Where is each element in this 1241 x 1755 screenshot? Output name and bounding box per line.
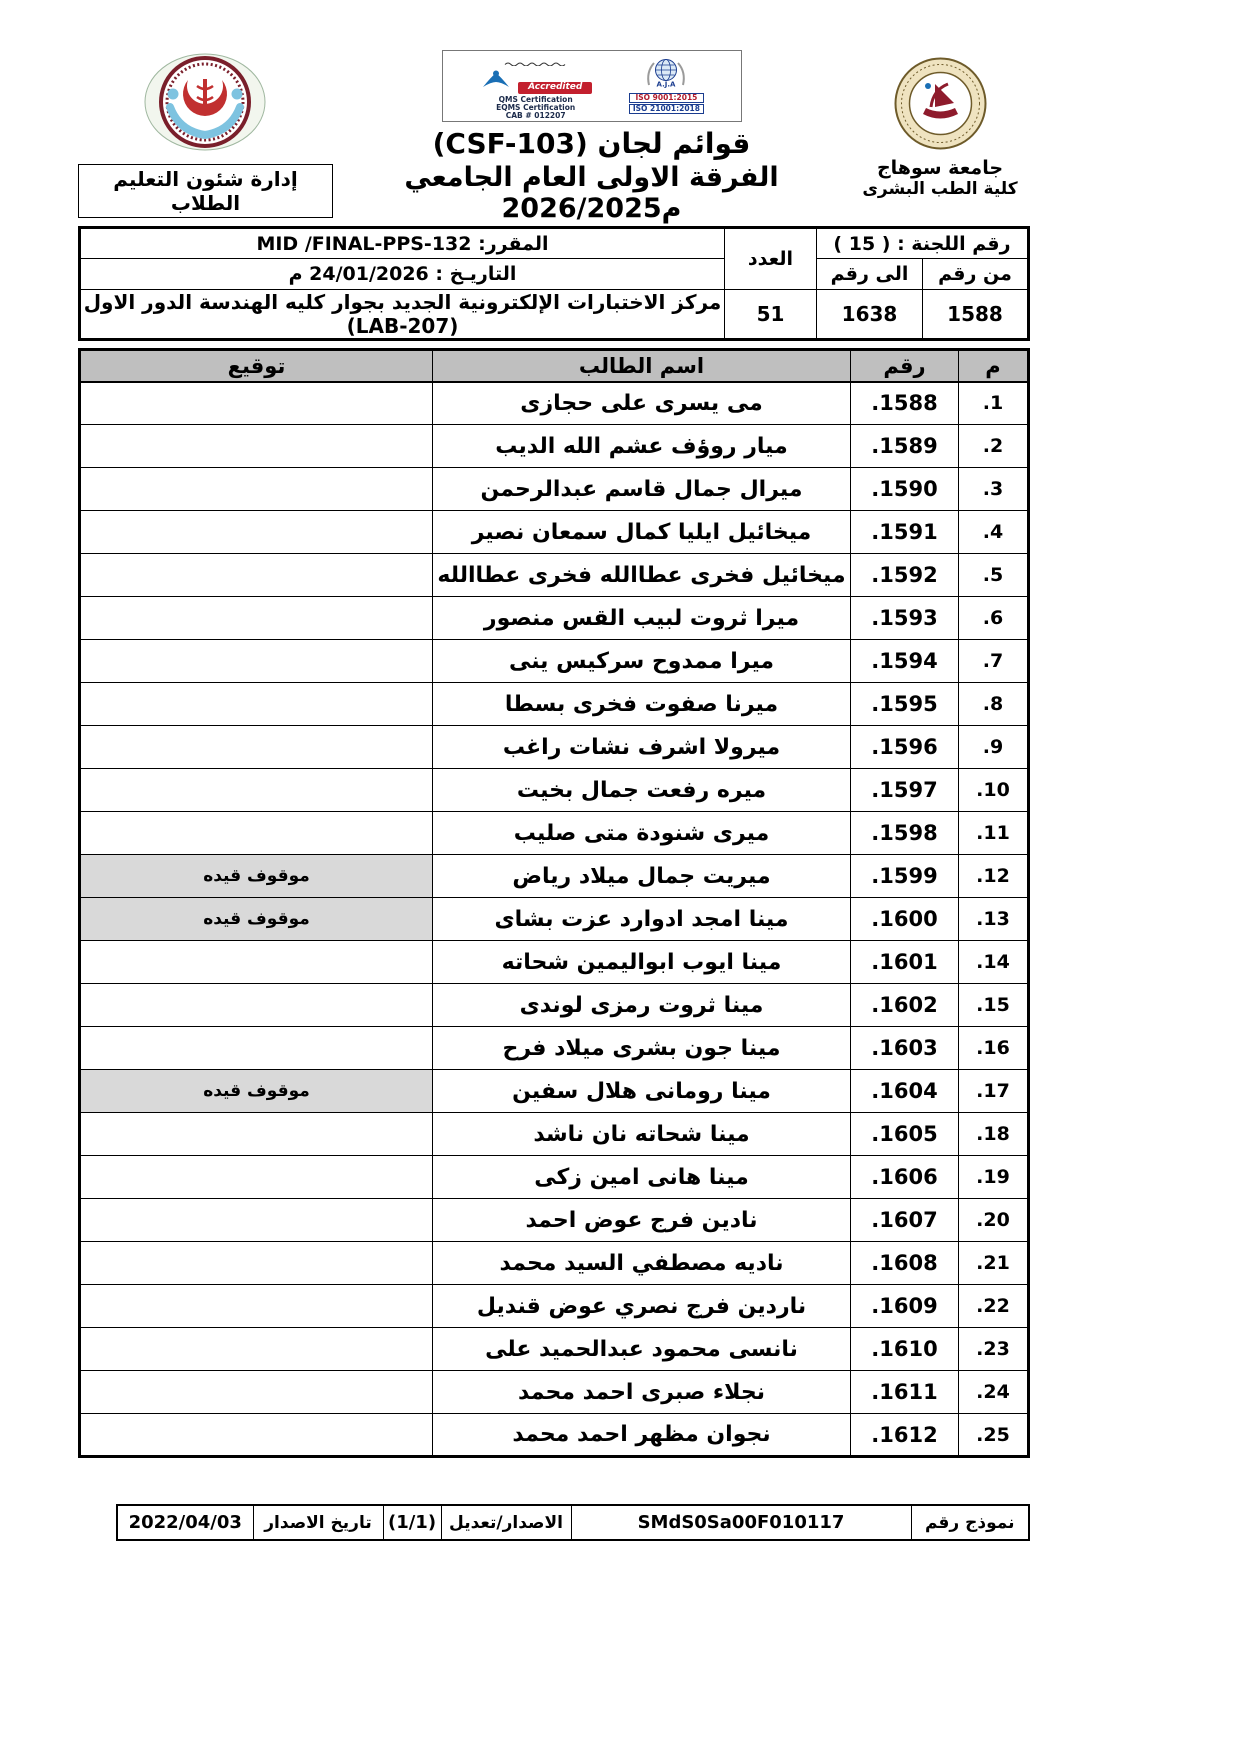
row-signature (80, 1371, 433, 1414)
row-signature (80, 1199, 433, 1242)
student-row (80, 1156, 1029, 1199)
student-row (80, 468, 1029, 511)
issue-date-value-cell: 2022/04/03 (117, 1505, 253, 1540)
student-row (80, 425, 1029, 468)
row-number: 1606. (851, 1156, 959, 1199)
row-index: 24. (959, 1371, 1029, 1414)
row-signature (80, 640, 433, 683)
student-affairs-administration-box: إدارة شئون التعليم الطلاب (78, 164, 333, 218)
row-number: 1596. (851, 726, 959, 769)
student-row (80, 812, 1029, 855)
university-block (850, 42, 1030, 199)
aja-logo (629, 58, 704, 114)
row-index: 10. (959, 769, 1029, 812)
to-number-label-cell: الى رقم (816, 259, 922, 290)
title-block (367, 42, 817, 224)
student-row (80, 1414, 1029, 1457)
ecac-logo (479, 53, 592, 120)
student-row (80, 1199, 1029, 1242)
row-number: 1590. (851, 468, 959, 511)
row-index: 7. (959, 640, 1029, 683)
row-index: 2. (959, 425, 1029, 468)
aja-iso-9001-badge: ISO 9001:2015 (629, 93, 704, 103)
row-number: 1602. (851, 984, 959, 1027)
column-header-number: رقم (851, 350, 959, 382)
row-signature (80, 1113, 433, 1156)
row-index: 8. (959, 683, 1029, 726)
student-row (80, 683, 1029, 726)
from-number-label-cell: من رقم (923, 259, 1029, 290)
document-title-code: (CSF-103) (432, 127, 588, 160)
faculty-of-medicine-logo-icon (143, 52, 268, 152)
student-row (80, 554, 1029, 597)
row-index: 13. (959, 898, 1029, 941)
row-name: مينا رومانى هلال سفين (433, 1070, 851, 1113)
row-index: 14. (959, 941, 1029, 984)
row-signature (80, 683, 433, 726)
row-index: 23. (959, 1328, 1029, 1371)
document-subtitle (367, 162, 817, 224)
row-index: 11. (959, 812, 1029, 855)
document-title (367, 127, 817, 160)
row-signature (80, 941, 433, 984)
row-signature (80, 382, 433, 425)
form-number-value-cell (571, 1505, 911, 1540)
row-signature (80, 1242, 433, 1285)
row-name: نادين فرج عوض احمد (433, 1199, 851, 1242)
row-number: 1593. (851, 597, 959, 640)
row-number: 1601. (851, 941, 959, 984)
row-signature: موقوف قيده (80, 1070, 433, 1113)
accreditation-box (442, 50, 742, 122)
row-signature (80, 554, 433, 597)
row-number: 1603. (851, 1027, 959, 1070)
row-signature (80, 468, 433, 511)
row-signature (80, 726, 433, 769)
row-signature (80, 597, 433, 640)
exam-center-lab-code: (LAB-207) (346, 314, 459, 338)
row-number: 1599. (851, 855, 959, 898)
ecac-cert-line: EQMS Certification (496, 102, 576, 112)
row-index: 1. (959, 382, 1029, 425)
row-number: 1612. (851, 1414, 959, 1457)
row-signature (80, 1027, 433, 1070)
column-header-name: اسم الطالب (433, 350, 851, 382)
document-subtitle-ar: الفرقة الاولى العام الجامعي (404, 162, 779, 193)
row-number: 1610. (851, 1328, 959, 1371)
students-table (78, 348, 1030, 1458)
row-name: نجلاء صبرى احمد محمد (433, 1371, 851, 1414)
count-label-cell: العدد (724, 228, 816, 290)
document-content (78, 42, 1030, 1541)
row-index: 21. (959, 1242, 1029, 1285)
course-code: MID /FINAL-PPS-132 (256, 232, 472, 255)
students-table-body (80, 382, 1029, 1457)
student-row (80, 1371, 1029, 1414)
row-number: 1609. (851, 1285, 959, 1328)
ecac-arabic-script-mark (504, 61, 568, 66)
row-name: ميار روؤف عشم الله الديب (433, 425, 851, 468)
form-number-label-cell: نموذج رقم (911, 1505, 1029, 1540)
aja-name-text: A.J.A (656, 80, 676, 89)
row-number: 1588. (851, 382, 959, 425)
university-name: جامعة سوهاج (876, 157, 1004, 179)
row-name: ناديه مصطفي السيد محمد (433, 1242, 851, 1285)
row-index: 22. (959, 1285, 1029, 1328)
row-number: 1598. (851, 812, 959, 855)
date-value: 24/01/2026 م (288, 263, 429, 285)
row-signature: موقوف قيده (80, 898, 433, 941)
row-signature (80, 984, 433, 1027)
row-signature (80, 1156, 433, 1199)
row-name: مينا هانى امين زكى (433, 1156, 851, 1199)
row-index: 16. (959, 1027, 1029, 1070)
row-number: 1592. (851, 554, 959, 597)
row-number: 1597. (851, 769, 959, 812)
aja-globe-icon (644, 58, 688, 88)
row-number: 1591. (851, 511, 959, 554)
document-title-ar: قوائم لجان (597, 127, 751, 160)
version-value-cell: (1/1) (383, 1505, 441, 1540)
row-index: 25. (959, 1414, 1029, 1457)
row-number: 1607. (851, 1199, 959, 1242)
row-name: مينا ثروت رمزى لوندى (433, 984, 851, 1027)
row-name: ميرا ممدوح سركيس ينى (433, 640, 851, 683)
aja-iso-21001-badge: ISO 21001:2018 (629, 104, 704, 114)
row-name: مينا جون بشرى ميلاد فرح (433, 1027, 851, 1070)
student-row (80, 382, 1029, 425)
faculty-block (78, 42, 333, 218)
students-table-header-row (80, 350, 1029, 382)
student-row (80, 898, 1029, 941)
footer-row (117, 1505, 1029, 1540)
student-row (80, 769, 1029, 812)
student-row (80, 984, 1029, 1027)
document-header (78, 42, 1030, 224)
row-index: 15. (959, 984, 1029, 1027)
row-name: مينا امجد ادوارد عزت بشاى (433, 898, 851, 941)
ecac-cert-line: CAB # 012207 (505, 110, 566, 120)
footer-table (116, 1504, 1030, 1541)
row-number: 1608. (851, 1242, 959, 1285)
exam-date-cell (80, 259, 725, 290)
student-row (80, 511, 1029, 554)
row-index: 19. (959, 1156, 1029, 1199)
row-signature: موقوف قيده (80, 855, 433, 898)
ecac-accredited-banner: Accredited (518, 82, 592, 93)
row-number: 1604. (851, 1070, 959, 1113)
row-name: ميرال جمال قاسم عبدالرحمن (433, 468, 851, 511)
row-index: 18. (959, 1113, 1029, 1156)
sohag-university-logo-icon (893, 56, 988, 151)
student-row (80, 1070, 1029, 1113)
row-name: ميخائيل فخرى عطاالله فخرى عطاالله (433, 554, 851, 597)
ecac-mark-icon (479, 69, 513, 89)
row-name: نجوان مظهر احمد محمد (433, 1414, 851, 1457)
course-cell (80, 228, 725, 259)
row-name: ميخائيل ايليا كمال سمعان نصير (433, 511, 851, 554)
row-signature (80, 1414, 433, 1457)
row-name: مينا شحاته نان ناشد (433, 1113, 851, 1156)
column-header-index: م (959, 350, 1029, 382)
student-row (80, 1285, 1029, 1328)
student-row (80, 597, 1029, 640)
row-signature (80, 511, 433, 554)
row-name: ميرنا صفوت فخرى بسطا (433, 683, 851, 726)
exam-info-table (78, 226, 1030, 341)
row-signature (80, 1328, 433, 1371)
student-row (80, 1242, 1029, 1285)
row-index: 12. (959, 855, 1029, 898)
faculty-name: كلية الطب البشرى (862, 179, 1018, 199)
committee-number-cell: رقم اللجنة : ( 15 ) (816, 228, 1028, 259)
student-row (80, 640, 1029, 683)
row-name: ميريت جمال ميلاد رياض (433, 855, 851, 898)
exam-center-cell (80, 290, 725, 340)
row-index: 17. (959, 1070, 1029, 1113)
version-label-cell: الاصدار/تعديل (441, 1505, 571, 1540)
from-number-value-cell: 1588 (923, 290, 1029, 340)
course-label: المقرر: (478, 232, 549, 255)
student-row (80, 1027, 1029, 1070)
row-name: ميرى شنودة متى صليب (433, 812, 851, 855)
row-name: ناردين فرج نصري عوض قنديل (433, 1285, 851, 1328)
row-name: نانسى محمود عبدالحميد على (433, 1328, 851, 1371)
issue-date-label-cell: تاريخ الاصدار (253, 1505, 383, 1540)
student-row (80, 1328, 1029, 1371)
row-index: 6. (959, 597, 1029, 640)
row-name: مينا ايوب ابواليمين شحاته (433, 941, 851, 984)
to-number-value-cell: 1638 (816, 290, 922, 340)
row-number: 1611. (851, 1371, 959, 1414)
ecac-cert-line: QMS Certification (498, 94, 573, 104)
document-subtitle-year: 2026/2025م (501, 193, 682, 224)
row-name: ميرا ثروت لبيب القس منصور (433, 597, 851, 640)
column-header-signature: توقيع (80, 350, 433, 382)
row-index: 3. (959, 468, 1029, 511)
student-row (80, 941, 1029, 984)
row-signature (80, 425, 433, 468)
row-signature (80, 812, 433, 855)
student-row (80, 726, 1029, 769)
date-label: التاريـخ : (435, 263, 517, 285)
row-index: 9. (959, 726, 1029, 769)
row-number: 1595. (851, 683, 959, 726)
row-number: 1600. (851, 898, 959, 941)
row-index: 4. (959, 511, 1029, 554)
row-index: 5. (959, 554, 1029, 597)
row-number: 1605. (851, 1113, 959, 1156)
row-index: 20. (959, 1199, 1029, 1242)
form-number-value: SMdS0Sa00F010117 (637, 1512, 845, 1533)
student-row (80, 1113, 1029, 1156)
student-row (80, 855, 1029, 898)
row-name: ميره رفعت جمال بخيت (433, 769, 851, 812)
row-number: 1594. (851, 640, 959, 683)
row-signature (80, 769, 433, 812)
row-name: ميرولا اشرف نشات راغب (433, 726, 851, 769)
row-signature (80, 1285, 433, 1328)
exam-center-name: مركز الاختبارات الإلكترونية الجديد بجوار كليه الهندسة الدور الاول (83, 290, 722, 314)
row-name: مى يسرى على حجازى (433, 382, 851, 425)
count-value-cell: 51 (724, 290, 816, 340)
row-number: 1589. (851, 425, 959, 468)
